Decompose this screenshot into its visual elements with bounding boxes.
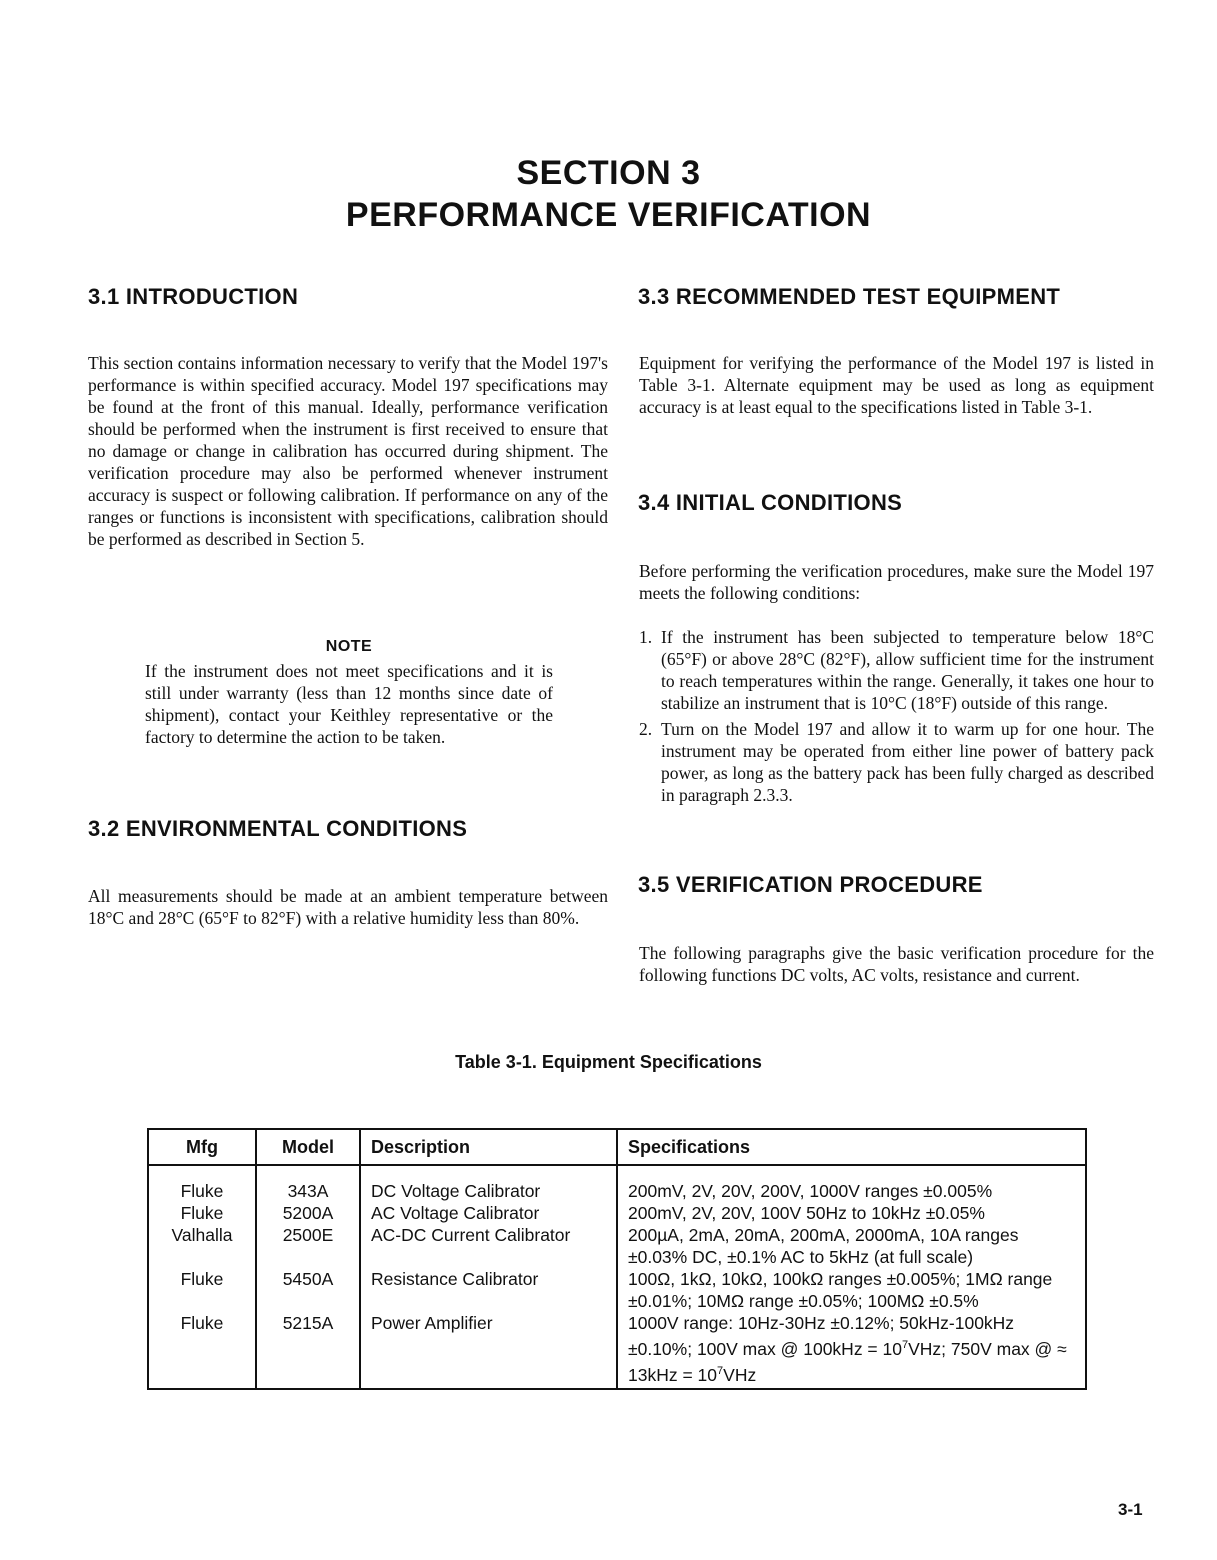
cell-model: 5200A (256, 1202, 360, 1224)
table-header-row (148, 1129, 1086, 1165)
spec-exponent: 7 (901, 1339, 909, 1351)
cell-specifications: 200mV, 2V, 20V, 100V 50Hz to 10kHz ±0.05% (617, 1202, 1086, 1224)
heading-introduction: 3.1 INTRODUCTION (88, 284, 299, 309)
table-row (148, 1224, 1086, 1268)
page-number: 3-1 (1118, 1500, 1143, 1519)
section-title-block (0, 152, 1217, 236)
cell-mfg: Valhalla (171, 1225, 233, 1245)
table-row (148, 1268, 1086, 1312)
cell-description: Power Amplifier (360, 1312, 617, 1389)
cell-model: 2500E (256, 1224, 360, 1268)
cell-description: Resistance Calibrator (360, 1268, 617, 1312)
cell-description: AC Voltage Calibrator (360, 1202, 617, 1224)
initial-conditions-paragraph: Before performing the verification procedures, make sure the Model 197 meets the following conditions: (639, 561, 1154, 603)
heading-verification-procedure: 3.5 VERIFICATION PROCEDURE (638, 872, 983, 897)
page-title: PERFORMANCE VERIFICATION (345, 196, 872, 234)
table-row (148, 1165, 1086, 1202)
introduction-paragraph: This section contains information necessary to verify that the Model 197's performance is within specified accuracy. Model 197 specifications may be found at the front of this manual. Ideally, performance verification should be performed when the instrument is first received to ensure that no damage or change in calibration has occurred during shipment. The verification procedure may also be performed whenever instrument accuracy is suspect or following calibration. If performance on any of the ranges or functions is inconsistent with specifications, calibration should be performed as described in Section 5. (88, 353, 608, 549)
cell-specifications (617, 1312, 1086, 1389)
cell-specifications: 200µA, 2mA, 20mA, 200mA, 2000mA, 10A ranges ±0.03% DC, ±0.1% AC to 5kHz (at full scale) (617, 1224, 1086, 1268)
test-equipment-paragraph: Equipment for verifying the performance of the Model 197 is listed in Table 3-1. Alternate equipment may be used as long as equipment accuracy is at least equal to the specifications listed in Table 3-1. (639, 353, 1154, 417)
cell-description: DC Voltage Calibrator (360, 1165, 617, 1202)
list-item-text: If the instrument has been subjected to temperature below 18°C (65°F) or above 28°C (82°F), allow sufficient time for the instrument to reach temperatures within the range. Generally, it takes one hour to stabilize an instrument that is 10°C (18°F) outside of this range. (661, 627, 1154, 713)
table-caption: Table 3-1. Equipment Specifications (455, 1052, 762, 1072)
list-item-number: 2. (639, 719, 653, 739)
cell-mfg: Fluke (180, 1269, 224, 1289)
spec-text-part: 1000V range: 10Hz-30Hz ±0.12%; 50kHz-100kHz ±0.10%; 100V max @ 100kHz = 10 (628, 1313, 1015, 1359)
column-header-specifications: Specifications (617, 1129, 1086, 1165)
cell-description: AC-DC Current Calibrator (360, 1224, 617, 1268)
environmental-paragraph: All measurements should be made at an ambient temperature between 18°C and 28°C (65°F to 82°F) with a relative humidity less than 80%. (88, 886, 608, 928)
table-row (148, 1312, 1086, 1389)
spec-text-part: VHz; 750V max @ ≈ 13kHz = 10 (628, 1338, 1067, 1385)
cell-model: 343A (256, 1165, 360, 1202)
initial-conditions-list (639, 626, 1154, 810)
section-number: SECTION 3 (516, 154, 701, 192)
table-row (148, 1202, 1086, 1224)
heading-initial-conditions: 3.4 INITIAL CONDITIONS (638, 490, 903, 515)
cell-specifications: 100Ω, 1kΩ, 10kΩ, 100kΩ ranges ±0.005%; 1MΩ range ±0.01%; 10MΩ range ±0.05%; 100MΩ ±0.5% (617, 1268, 1086, 1312)
list-item (639, 626, 1154, 714)
cell-mfg: Fluke (180, 1181, 224, 1201)
cell-model: 5215A (256, 1312, 360, 1389)
note-paragraph: If the instrument does not meet specifications and it is still under warranty (less than 12 months since date of shipment), contact your Keithley representative or the factory to determine the action to be taken. (145, 661, 553, 747)
spec-exponent: 7 (717, 1364, 724, 1377)
column-header-model: Model (256, 1129, 360, 1165)
verification-paragraph: The following paragraphs give the basic verification procedure for the following functions DC volts, AC volts, resistance and current. (639, 943, 1154, 985)
list-item (639, 718, 1154, 806)
spec-text-part: VHz (723, 1364, 757, 1385)
note-title: NOTE (325, 638, 373, 655)
cell-model: 5450A (256, 1268, 360, 1312)
heading-environmental-conditions: 3.2 ENVIRONMENTAL CONDITIONS (88, 816, 468, 841)
equipment-spec-table (147, 1128, 1087, 1390)
list-item-text: Turn on the Model 197 and allow it to warm up for one hour. The instrument may be operated from either line power of battery pack power, as long as the battery pack has been fully charged as described in paragraph 2.3.3. (661, 719, 1154, 805)
heading-recommended-test-equipment: 3.3 RECOMMENDED TEST EQUIPMENT (638, 284, 1061, 309)
list-item-number: 1. (639, 627, 653, 647)
cell-mfg: Fluke (180, 1313, 224, 1333)
column-header-description: Description (360, 1129, 617, 1165)
cell-specifications: 200mV, 2V, 20V, 200V, 1000V ranges ±0.005% (617, 1165, 1086, 1202)
column-header-mfg: Mfg (148, 1129, 256, 1165)
cell-mfg: Fluke (180, 1203, 224, 1223)
